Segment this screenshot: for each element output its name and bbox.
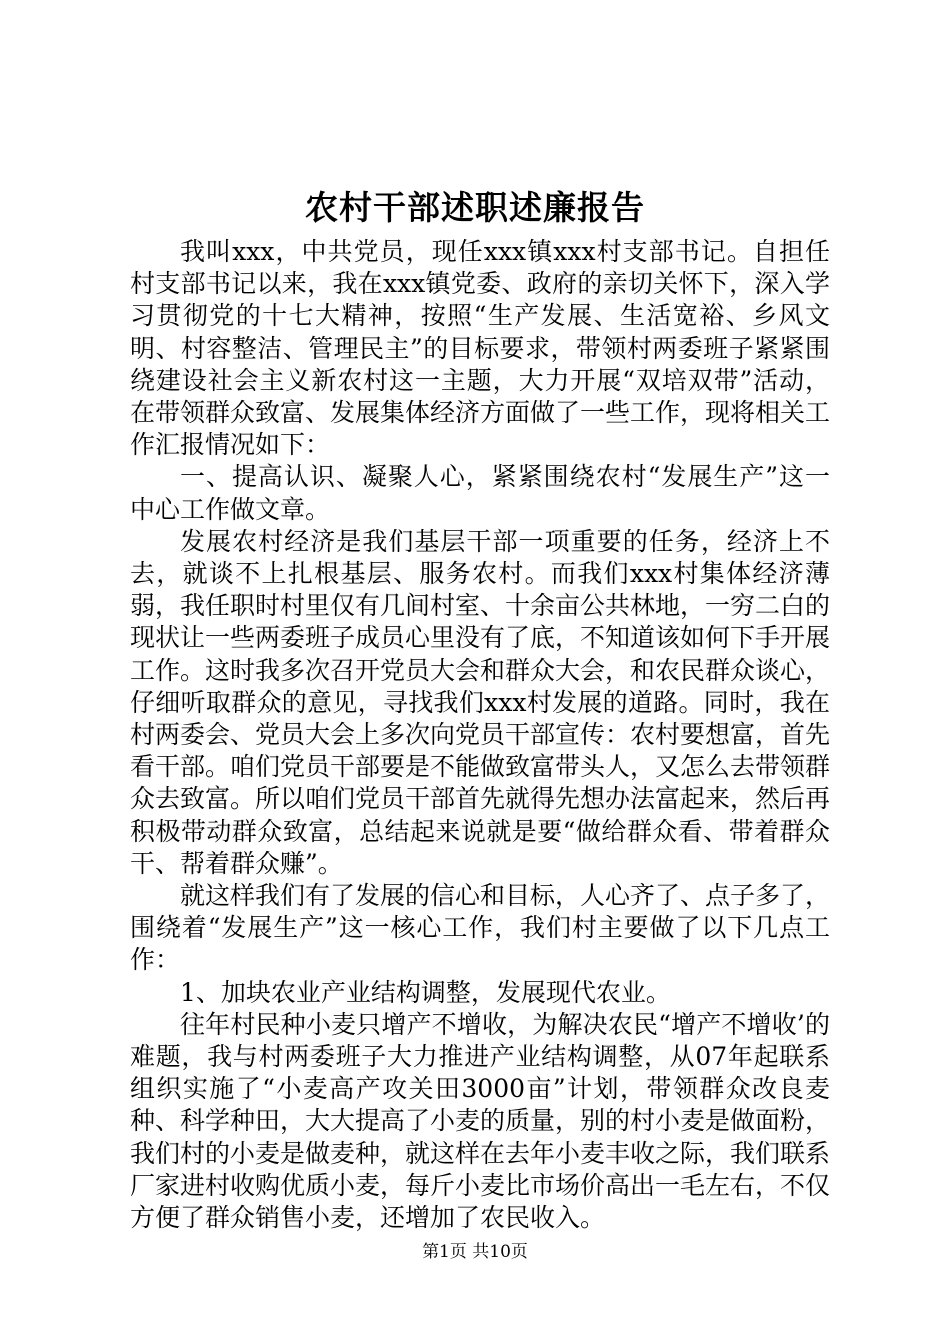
paragraph-section-heading-1: 一、提高认识、凝聚人心，紧紧围绕农村“发展生产”这一中心工作做文章。: [130, 462, 830, 524]
paragraph-wheat: 往年村民种小麦只增产不增收，为解决农民“增产不增收’的难题，我与村两委班子大力推进产业结构调整，从07年起联系组织实施了“小麦高产攻关田3000亩”计划，带领群众改良麦种、科学种田，大大提高了小麦的质量，别的村小麦是做面粉，我们村的小麦是做麦种，就这样在去年小麦丰收之际，我们联系厂家进村收购优质小麦，每斤小麦比市场价高出一毛左右，不仅方便了群众销售小麦，还增加了农民收入。: [130, 1009, 831, 1233]
document-body: [130, 236, 830, 1234]
paragraph-confidence: 就这样我们有了发展的信心和目标，人心齐了、点子多了，围绕着“发展生产”这一核心工作，我们村主要做了以下几点工作：: [130, 881, 831, 975]
document-title: 农村干部述职述廉报告: [305, 188, 645, 227]
paragraph-economy: 发展农村经济是我们基层干部一项重要的任务，经济上不去，就谈不上扎根基层、服务农村。而我们xxx村集体经济薄弱，我任职时村里仅有几间村室、十余亩公共林地，一穷二白的现状让一些两委班子成员心里没有了底，不知道该如何下手开展工作。这时我多次召开党员大会和群众大会，和农民群众谈心，仔细听取群众的意见，寻找我们xxx村发展的道路。同时，我在村两委会、党员大会上多次向党员干部宣传：农村要想富，首先看干部。咱们党员干部要是不能做致富带头人，又怎么去带领群众去致富。所以咱们党员干部首先就得先想办法富起来，然后再积极带动群众致富，总结起来说就是要“做给群众看、带着群众干、帮着群众赚”。: [130, 526, 831, 878]
paragraph-intro: 我叫xxx，中共党员，现任xxx镇xxx村支部书记。自担任村支部书记以来，我在xxx镇党委、政府的亲切关怀下，深入学习贯彻党的十七大精神，按照“生产发展、生活宽裕、乡风文明、村容整洁、管理民主”的目标要求，带领村两委班子紧紧围绕建设社会主义新农村这一主题，大力开展“双培双带”活动，在带领群众致富、发展集体经济方面做了一些工作，现将相关工作汇报情况如下：: [130, 237, 831, 460]
page-number-footer: 第1页 共10页: [422, 1242, 528, 1262]
paragraph-subheading-1: 1、加块农业产业结构调整，发展现代农业。: [180, 977, 671, 1007]
